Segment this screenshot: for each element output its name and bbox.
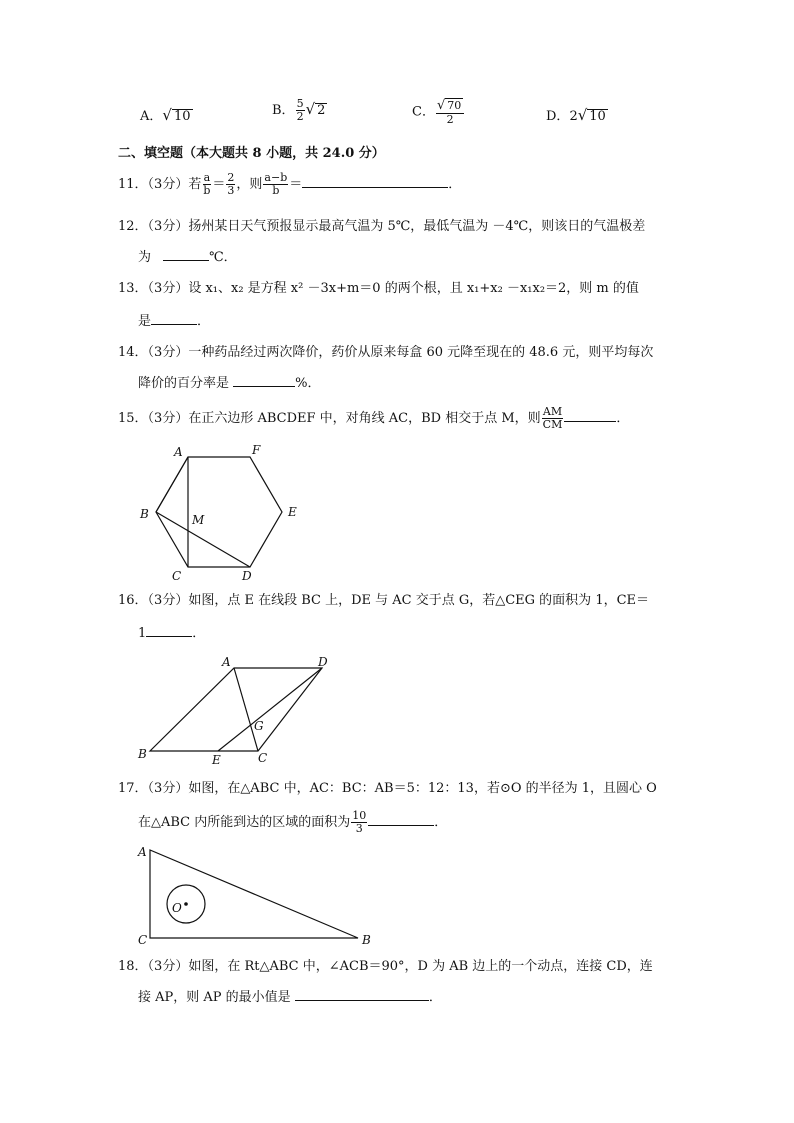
- fraction-numerator: a−b: [264, 171, 288, 184]
- question-text: 为: [138, 250, 156, 265]
- question-15: [118, 406, 629, 431]
- fraction-numerator: 2: [227, 171, 235, 184]
- fraction-am-over-cm: [542, 406, 564, 431]
- question-text: 15．（3分）在正六边形 ABCDEF 中，对角线 AC，BD 相交于点 M，则: [118, 411, 541, 426]
- section-heading: 二、填空题（本大题共 8 小题，共 24.0 分）: [118, 146, 385, 161]
- answer-blank[interactable]: [368, 813, 434, 826]
- hexagon-figure: [136, 440, 316, 586]
- choice-a-label: A．: [140, 109, 163, 124]
- choice-c: [412, 98, 465, 126]
- choice-b-fraction: [296, 98, 305, 123]
- fraction-numerator: 10: [352, 809, 367, 822]
- diagonal-ac: [234, 668, 258, 751]
- question-text: 接 AP，则 AP 的最小值是: [138, 990, 295, 1005]
- parallelogram-figure: [136, 652, 346, 770]
- question-text: 降价的百分率是: [138, 376, 234, 391]
- question-text: ．: [428, 990, 442, 1005]
- fraction-a-over-b: [202, 172, 211, 197]
- sqrt-sign: √: [577, 106, 588, 124]
- center-dot: [184, 902, 188, 906]
- fraction-denominator: CM: [542, 418, 563, 431]
- label-a: A: [138, 845, 147, 859]
- question-text: 是: [138, 314, 152, 329]
- choice-b: [272, 98, 327, 123]
- segment-de: [218, 668, 322, 751]
- question-score: （3分）: [147, 177, 189, 192]
- fraction-numerator: 5: [296, 97, 304, 110]
- question-text: %．: [295, 376, 321, 391]
- question-12-line2: [138, 248, 237, 267]
- sqrt-sign: √: [162, 106, 172, 124]
- equals-sign: ＝: [289, 177, 303, 192]
- question-16-line2: [138, 624, 205, 643]
- label-d: D: [242, 569, 252, 583]
- answer-blank[interactable]: [564, 409, 616, 422]
- question-12-line1: 12．（3分）扬州某日天气预报显示最高气温为 5℃，最低气温为 －4℃，则该日的气温极差: [118, 219, 646, 234]
- choice-b-radicand: 2: [317, 103, 326, 118]
- label-c: C: [172, 569, 182, 583]
- question-text: ．: [197, 314, 211, 329]
- choice-d: [546, 106, 608, 126]
- question-14-line2: [138, 374, 321, 393]
- choice-d-coefficient: 2: [569, 109, 578, 124]
- choice-a: [140, 106, 193, 126]
- label-o: O: [172, 901, 182, 915]
- answer-blank[interactable]: [295, 988, 429, 1001]
- question-text: ，则: [236, 177, 263, 192]
- question-17-line2: [138, 810, 447, 835]
- answer-blank[interactable]: [146, 624, 192, 637]
- label-b: B: [138, 747, 147, 761]
- label-b: B: [362, 933, 371, 947]
- choice-d-label: D．: [546, 109, 570, 124]
- question-number: 11．: [118, 177, 148, 192]
- label-e: E: [288, 505, 297, 519]
- question-text: 在△ABC 内所能到达的区域的面积为: [138, 815, 351, 830]
- label-e: E: [212, 753, 221, 767]
- fraction-denominator: 2: [296, 110, 304, 123]
- fraction-denominator: b: [272, 184, 280, 197]
- label-d: D: [318, 655, 328, 669]
- question-16-line1: 16．（3分）如图，点 E 在线段 BC 上，DE 与 AC 交于点 G，若△CEG 的面积为 1，CE＝: [118, 593, 650, 608]
- question-text: ℃．: [209, 250, 237, 265]
- fraction-denominator: 3: [227, 184, 235, 197]
- label-c: C: [138, 933, 148, 947]
- question-18-line1: 18．（3分）如图，在 Rt△ABC 中，∠ACB＝90°，D 为 AB 边上的一个动点，连接 CD，连: [118, 959, 653, 974]
- fraction-numerator: AM: [542, 405, 563, 418]
- question-13-line1: 13．（3分）设 x₁、x₂ 是方程 x² －3x+m＝0 的两个根，且 x₁+x₂ －x₁x₂＝2，则 m 的值: [118, 281, 639, 296]
- label-g: G: [254, 719, 264, 733]
- label-f: F: [252, 443, 261, 457]
- choice-c-fraction: [436, 98, 464, 126]
- label-a: A: [222, 655, 231, 669]
- sqrt-sign: √: [305, 100, 316, 118]
- question-text: 若: [188, 177, 202, 192]
- label-c: C: [258, 751, 268, 765]
- answer-blank[interactable]: [163, 248, 209, 261]
- question-17-line1: 17．（3分）如图，在△ABC 中，AC：BC：AB＝5：12：13，若⊙O 的半径为 1，且圆心 O: [118, 781, 657, 796]
- choice-c-label: C．: [412, 104, 435, 120]
- question-text: 1: [138, 626, 147, 641]
- choice-b-label: B．: [272, 103, 295, 118]
- choice-d-radicand: 10: [589, 109, 606, 124]
- fraction-2-over-3: [226, 172, 235, 197]
- answer-blank[interactable]: [151, 312, 197, 325]
- hexagon-outline: [156, 457, 282, 567]
- label-m: M: [192, 513, 205, 527]
- question-18-line2: [138, 988, 442, 1007]
- question-11: [118, 172, 461, 197]
- question-text: ．: [192, 626, 206, 641]
- label-b: B: [140, 507, 149, 521]
- fraction-denominator: 3: [355, 822, 363, 835]
- fraction-amb-over-b: [263, 172, 288, 197]
- choice-a-radicand: 10: [173, 109, 191, 124]
- question-14-line1: 14．（3分）一种药品经过两次降价，药价从原来每盒 60 元降至现在的 48.6 元，则平均每次: [118, 345, 654, 360]
- period: ．: [616, 411, 630, 426]
- fraction-numerator: [436, 98, 464, 114]
- answer-blank[interactable]: [233, 374, 295, 387]
- question-text: ．: [434, 815, 448, 830]
- sqrt-sign: √: [436, 98, 446, 113]
- answer-blank[interactable]: [302, 175, 448, 188]
- fraction-numerator: a: [203, 171, 211, 184]
- question-13-line2: [138, 312, 210, 331]
- segment-ab-to-c: [156, 457, 188, 512]
- choice-c-radicand: 70: [447, 99, 462, 112]
- fraction-10-over-3: [351, 810, 367, 835]
- label-a: A: [174, 445, 183, 459]
- fraction-denominator: b: [203, 184, 211, 197]
- equals-sign: ＝: [212, 177, 226, 192]
- fraction-denominator: 2: [446, 113, 454, 126]
- right-triangle-figure: [134, 842, 384, 948]
- period: ．: [448, 177, 462, 192]
- parallelogram-outline: [150, 668, 322, 751]
- triangle-outline: [150, 850, 358, 938]
